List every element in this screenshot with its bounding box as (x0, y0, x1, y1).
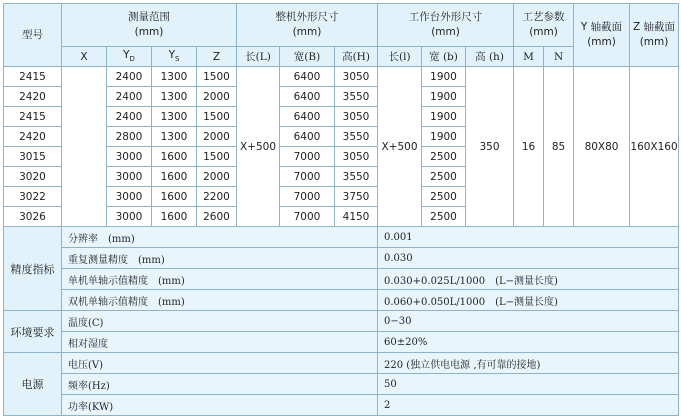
spec-item-name: 电压(V) (62, 353, 378, 374)
subheader-ys: $Y_S$ (152, 47, 197, 67)
yd-cell: 2400 (107, 67, 152, 87)
machine-width-cell: 7000 (280, 167, 335, 187)
subheader-length-L: 长(L) (237, 47, 280, 67)
environment-row (4, 332, 679, 353)
precision-row (4, 248, 679, 269)
z-cell: 1500 (197, 147, 237, 167)
machine-height-cell: 3550 (335, 87, 378, 107)
z-cell: 2000 (197, 127, 237, 147)
power-section-label: 电源 (4, 353, 62, 416)
spec-item-name: 频率(Hz) (62, 374, 378, 395)
spec-item-value: 220 (独立供电电源 ,有可靠的接地) (378, 353, 679, 374)
environment-section-label: 环境要求 (4, 311, 62, 353)
z-section-cell: 160X160 (630, 67, 679, 227)
table-width-cell: 1900 (422, 67, 466, 87)
power-row (4, 395, 679, 416)
table-width-cell: 2500 (422, 167, 466, 187)
spec-item-value: 50 (378, 374, 679, 395)
model-cell: 2420 (4, 127, 62, 147)
subheader-width-b: 宽 (b) (422, 47, 466, 67)
model-cell: 3022 (4, 187, 62, 207)
precision-row (4, 269, 679, 290)
table-width-cell: 2500 (422, 187, 466, 207)
machine-height-cell: 3750 (335, 187, 378, 207)
z-cell: 1500 (197, 107, 237, 127)
spec-item-value: 0−30 (378, 311, 679, 332)
subheader-m: M (514, 47, 544, 67)
table-width-cell: 1900 (422, 127, 466, 147)
machine-width-cell: 6400 (280, 67, 335, 87)
ys-cell: 1300 (152, 87, 197, 107)
spec-item-name: 重复测量精度 (mm) (62, 248, 378, 269)
yd-cell: 3000 (107, 147, 152, 167)
yd-cell: 2400 (107, 87, 152, 107)
header-process-params: 工艺参数 (mm) (514, 4, 574, 47)
spec-item-name: 分辨率 (mm) (62, 227, 378, 248)
y-section-cell: 80X80 (574, 67, 630, 227)
ys-cell: 1300 (152, 107, 197, 127)
spec-item-value: 0.001 (378, 227, 679, 248)
precision-section-label: 精度指标 (4, 227, 62, 311)
spec-item-value: 2 (378, 395, 679, 416)
spec-item-name: 功率(KW) (62, 395, 378, 416)
spec-item-name: 相对湿度 (62, 332, 378, 353)
table-height-cell: 350 (466, 67, 514, 227)
machine-height-cell: 3050 (335, 147, 378, 167)
table-length-cell: X+500 (378, 67, 422, 227)
table-width-cell: 1900 (422, 87, 466, 107)
model-cell: 3026 (4, 207, 62, 227)
machine-width-cell: 7000 (280, 207, 335, 227)
ys-cell: 1600 (152, 187, 197, 207)
precision-row (4, 227, 679, 248)
machine-height-cell: 3050 (335, 107, 378, 127)
power-row (4, 353, 679, 374)
precision-row (4, 290, 679, 311)
z-cell: 2200 (197, 187, 237, 207)
power-row (4, 374, 679, 395)
yd-cell: 2800 (107, 127, 152, 147)
ys-cell: 1600 (152, 167, 197, 187)
table-width-cell: 2500 (422, 147, 466, 167)
environment-row (4, 311, 679, 332)
spec-table (3, 3, 679, 416)
machine-height-cell: 4150 (335, 207, 378, 227)
header-table-dims: 工作台外形尺寸 (mm) (378, 4, 514, 47)
model-cell: 2415 (4, 67, 62, 87)
machine-height-cell: 3050 (335, 67, 378, 87)
machine-width-cell: 7000 (280, 147, 335, 167)
yd-cell: 2400 (107, 107, 152, 127)
machine-width-cell: 7000 (280, 187, 335, 207)
subheader-width-B: 宽(B) (280, 47, 335, 67)
machine-width-cell: 6400 (280, 127, 335, 147)
spec-item-name: 单机单轴示值精度 (mm) (62, 269, 378, 290)
header-z-section: Z 轴截面 (mm) (630, 4, 679, 67)
table-row (4, 67, 679, 87)
subheader-height-h: 高 (h) (466, 47, 514, 67)
spec-item-value: 0.030 (378, 248, 679, 269)
z-cell: 2600 (197, 207, 237, 227)
machine-height-cell: 3550 (335, 127, 378, 147)
model-cell: 2415 (4, 107, 62, 127)
ys-cell: 1300 (152, 127, 197, 147)
machine-length-cell: X+500 (237, 67, 280, 227)
machine-height-cell: 3550 (335, 167, 378, 187)
z-cell: 2000 (197, 87, 237, 107)
subheader-x: X (62, 47, 107, 67)
subheader-length-l: 长(l) (378, 47, 422, 67)
header-model: 型号 (4, 4, 62, 67)
table-width-cell: 1900 (422, 107, 466, 127)
subheader-n: N (544, 47, 574, 67)
m-cell: 16 (514, 67, 544, 227)
model-cell: 3020 (4, 167, 62, 187)
table-width-cell: 2500 (422, 207, 466, 227)
spec-item-name: 双机单轴示值精度 (mm) (62, 290, 378, 311)
subheader-z: Z (197, 47, 237, 67)
subheader-height-H: 高(H) (335, 47, 378, 67)
spec-item-value: 0.030+0.025L/1000 (L−测量长度) (378, 269, 679, 290)
model-cell: 2420 (4, 87, 62, 107)
z-cell: 1500 (197, 67, 237, 87)
header-y-section: Y 轴截面 (mm) (574, 4, 630, 67)
yd-cell: 3000 (107, 207, 152, 227)
ys-cell: 1600 (152, 207, 197, 227)
header-measure-range: 测量范围 (mm) (62, 4, 237, 47)
header-machine-dims: 整机外形尺寸 (mm) (237, 4, 378, 47)
yd-cell: 3000 (107, 187, 152, 207)
ys-cell: 1300 (152, 67, 197, 87)
subheader-yd: $Y_D$ (107, 47, 152, 67)
model-cell: 3015 (4, 147, 62, 167)
z-cell: 2000 (197, 167, 237, 187)
machine-width-cell: 6400 (280, 107, 335, 127)
n-cell: 85 (544, 67, 574, 227)
spec-item-name: 温度(C) (62, 311, 378, 332)
machine-width-cell: 6400 (280, 87, 335, 107)
spec-item-value: 0.060+0.050L/1000 (L−测量长度) (378, 290, 679, 311)
spec-item-value: 60±20% (378, 332, 679, 353)
yd-cell: 3000 (107, 167, 152, 187)
ys-cell: 1600 (152, 147, 197, 167)
x-formula-cell (62, 67, 107, 227)
